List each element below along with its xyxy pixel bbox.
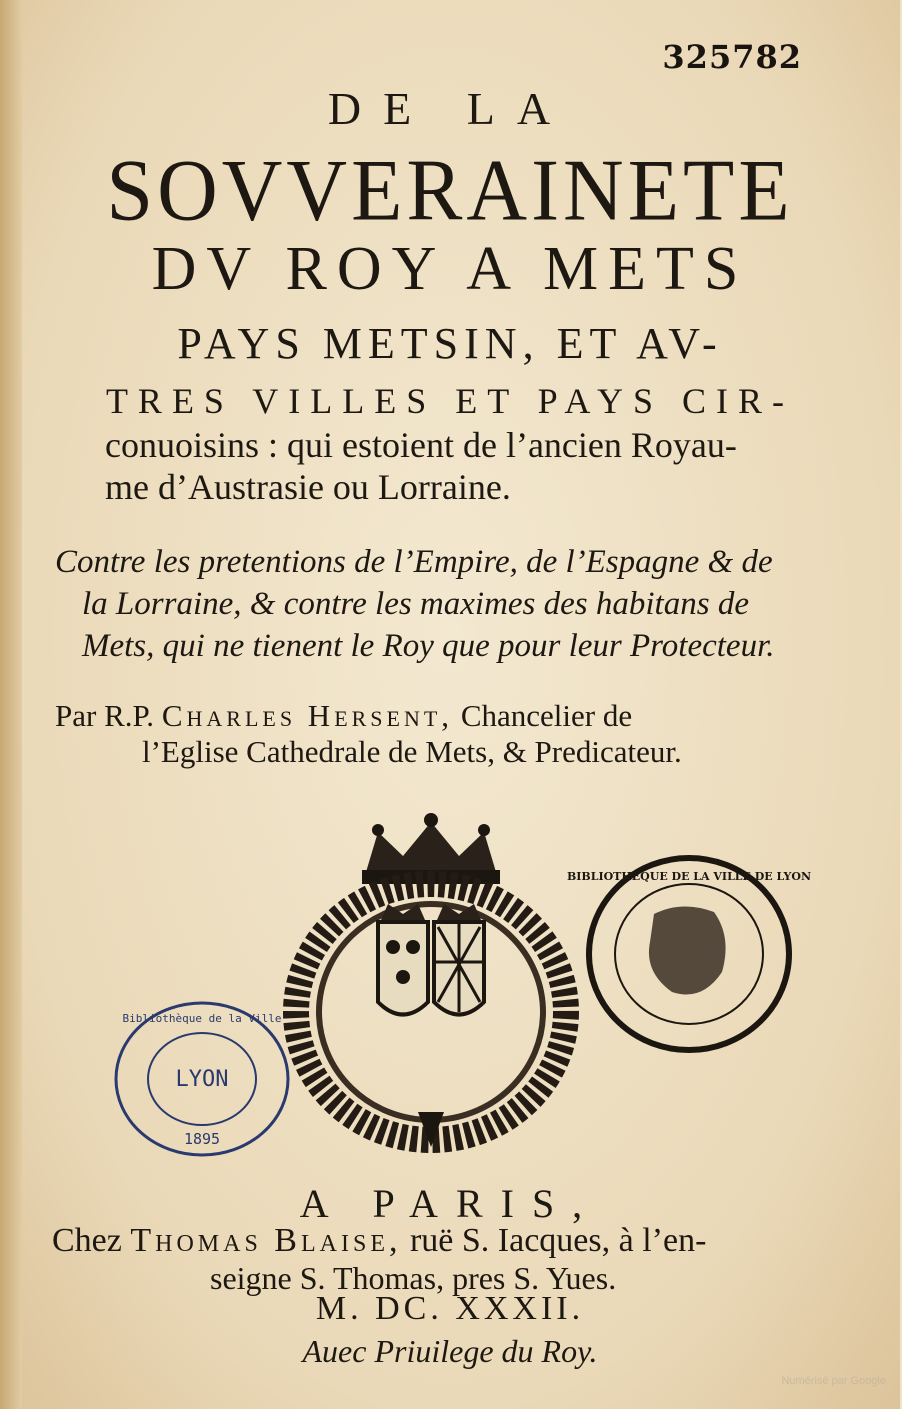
stamp-left-year: 1895: [183, 1130, 221, 1148]
title-line-4: PAYS METSIN, ET AV-: [177, 319, 723, 368]
author-prefix: Par R.P.: [55, 698, 155, 733]
title-line-7: me d’Austrasie ou Lorraine.: [105, 467, 511, 507]
author-line-1: [55, 696, 815, 736]
stamp-left-text: Bibliothèque de la Ville: [122, 1012, 282, 1025]
title-line-3: DV ROY A METS: [151, 235, 749, 303]
shelfmark-number: 325782: [662, 38, 802, 76]
stamp-right-text: BIBLIOTHEQUE DE LA VILLE DE LYON: [566, 870, 812, 883]
library-stamp-bibliotheque: [566, 852, 812, 1056]
author-role: Chancelier de: [460, 698, 633, 733]
imprint-address: ruë S. Iacques, à l’en-: [409, 1222, 707, 1259]
imprint-privilege: Auec Priuilege du Roy.: [302, 1333, 598, 1369]
stamp-left-city: LYON: [175, 1067, 229, 1092]
title-line-2: SOVVERAINETE: [106, 141, 794, 240]
imprint-printer: Thomas Blaise,: [130, 1222, 402, 1259]
title-line-5: TRES VILLES ET PAYS CIR-: [105, 381, 795, 421]
subtitle-line-3: Mets, qui ne tienent le Roy que pour leur Protecteur.: [82, 628, 775, 664]
imprint-line-1: [52, 1222, 812, 1260]
subtitle-line-1: Contre les pretentions de l’Empire, de l’Espagne & de: [55, 544, 773, 580]
imprint-city: A PARIS,: [299, 1181, 601, 1226]
digitization-watermark: Numérisé par Google: [781, 1375, 886, 1387]
royal-arms-emblem: [278, 812, 584, 1150]
author-name: Charles Hersent,: [161, 698, 454, 733]
imprint-prefix: Chez: [52, 1222, 122, 1259]
subtitle-line-2: la Lorraine, & contre les maximes des habitans de: [82, 586, 749, 622]
title-line-1: DE LA: [327, 83, 573, 134]
imprint-line-2: seigne S. Thomas, pres S. Yues.: [210, 1260, 617, 1296]
title-line-6: conuoisins : qui estoient de l’ancien Royau-: [105, 425, 737, 465]
library-stamp-lyon-1895: [107, 994, 297, 1164]
author-line-2: l’Eglise Cathedrale de Mets, & Predicateur.: [142, 734, 682, 769]
imprint-date: M. DC. XXXII.: [315, 1290, 585, 1327]
